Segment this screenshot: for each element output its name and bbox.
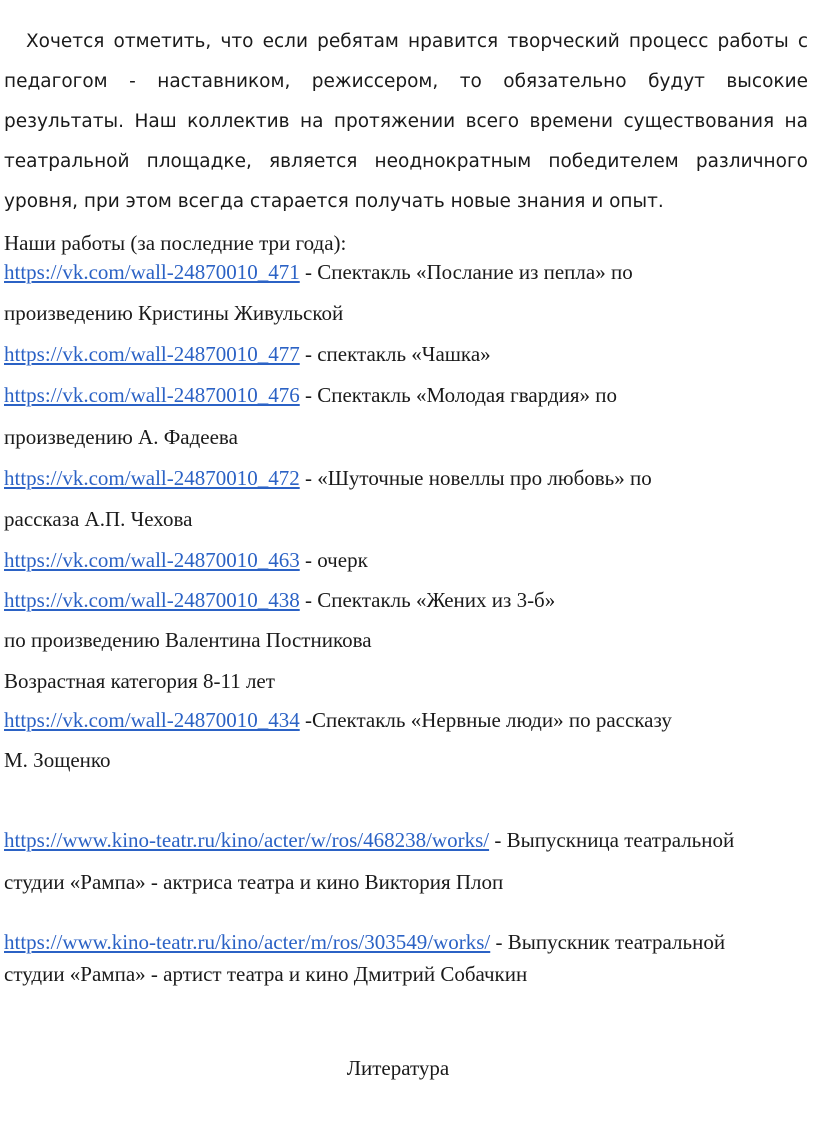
work-item (4, 707, 672, 733)
work-item-continuation: М. Зощенко (4, 748, 111, 772)
work-link[interactable]: https://vk.com/wall-24870010_471 (4, 260, 300, 284)
work-item (4, 547, 368, 573)
intro-paragraph: Хочется отметить, что если ребятам нравится творческий процесс работы с педагогом - наставником, режиссером, то обязательно будут высокие результаты. Наш коллектив на протяжении всего времени существования на театральной площадке, является неоднократным победителем различного уровня, при этом всегда старается получать новые знания и опыт. (4, 31, 808, 212)
alumni-item-continuation: студии «Рампа» - артист театра и кино Дмитрий Собачкин (4, 962, 528, 986)
alumni-item (4, 827, 734, 853)
work-title: - «Шуточные новеллы про любовь» по (299, 466, 652, 490)
work-title: - Спектакль «Жених из 3-б» (299, 588, 556, 612)
work-title: - спектакль «Чашка» (299, 342, 491, 366)
work-item (4, 341, 491, 367)
work-item-continuation: произведению А. Фадеева (4, 425, 238, 449)
work-item (4, 465, 652, 491)
work-item (4, 259, 633, 285)
alumni-item (4, 929, 725, 955)
work-item-continuation: по произведению Валентина Постникова (4, 628, 372, 652)
alumni-title: - Выпускник театральной (490, 930, 726, 954)
work-item-continuation: произведению Кристины Живульской (4, 301, 344, 325)
work-title: - Спектакль «Молодая гвардия» по (299, 383, 618, 407)
work-link[interactable]: https://vk.com/wall-24870010_476 (4, 383, 300, 407)
alumni-link[interactable]: https://www.kino-teatr.ru/kino/acter/m/ros/303549/works/ (4, 930, 491, 954)
work-item (4, 382, 617, 408)
work-title: - очерк (299, 548, 368, 572)
work-title: - Спектакль «Послание из пепла» по (299, 260, 633, 284)
works-heading: Наши работы (за последние три года): (4, 231, 347, 255)
alumni-item-continuation: студии «Рампа» - актриса театра и кино Виктория Плоп (4, 870, 504, 894)
work-link[interactable]: https://vk.com/wall-24870010_463 (4, 548, 300, 572)
work-item (4, 587, 555, 613)
work-title: -Спектакль «Нервные люди» по рассказу (299, 708, 672, 732)
work-link[interactable]: https://vk.com/wall-24870010_477 (4, 342, 300, 366)
literature-heading: Литература (346, 1056, 450, 1080)
alumni-title: - Выпускница театральной (489, 828, 735, 852)
work-link[interactable]: https://vk.com/wall-24870010_434 (4, 708, 300, 732)
alumni-link[interactable]: https://www.kino-teatr.ru/kino/acter/w/ros/468238/works/ (4, 828, 490, 852)
work-link[interactable]: https://vk.com/wall-24870010_438 (4, 588, 300, 612)
age-category: Возрастная категория 8-11 лет (4, 669, 275, 693)
work-item-continuation: рассказа А.П. Чехова (4, 507, 193, 531)
work-link[interactable]: https://vk.com/wall-24870010_472 (4, 466, 300, 490)
